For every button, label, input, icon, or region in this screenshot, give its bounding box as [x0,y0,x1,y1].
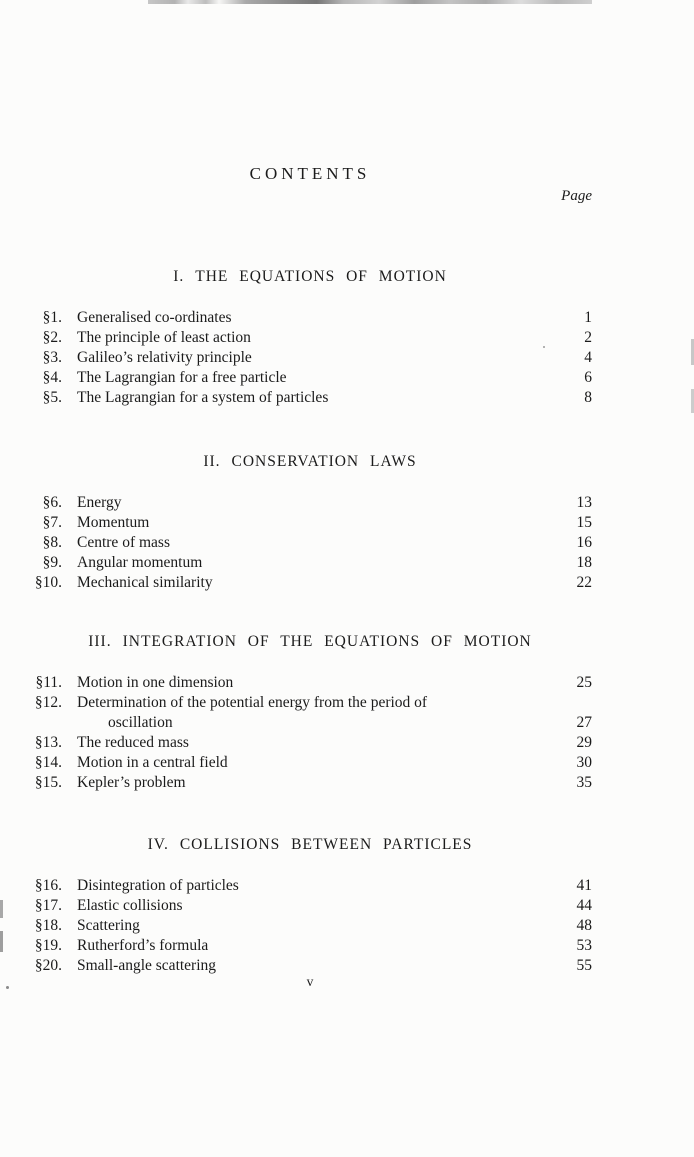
entry-title: Galileo’s relativity principle [77,348,252,366]
entry-section-number: §12. [34,693,62,711]
entry-title: Kepler’s problem [77,773,186,791]
entry-section-number: §17. [34,896,62,914]
entry-page-number: 25 [576,674,592,691]
entry-title: Generalised co-ordinates [77,309,232,326]
entry-title: Motion in a central field [77,753,228,771]
toc-entry-row [28,733,592,753]
toc-section [28,633,592,792]
entry-title: Motion in one dimension [77,674,234,691]
entry-title: The principle of least action [77,328,251,346]
entry-page-number: 53 [576,936,592,954]
toc-entry-row [28,896,592,916]
toc-entry-row [28,693,592,713]
toc-entry-row [28,753,592,773]
entry-title: Energy [77,494,122,511]
entry-page-number: 2 [584,328,592,346]
entry-section-number: §18. [34,916,62,934]
toc-section [28,836,592,976]
toc-entry-row [28,513,592,533]
page-title: CONTENTS [249,164,371,183]
entry-page-number: 1 [584,309,592,326]
entry-page-number: 13 [576,494,592,511]
toc-entry-row [28,493,592,513]
scan-artifact-speck [6,986,9,989]
scan-artifact-left-bar [0,900,3,918]
entry-title: Scattering [77,916,140,934]
folio-page-number: v [306,974,314,989]
entry-title: Small-angle scattering [77,956,217,974]
entry-section-number: §9. [42,553,62,571]
entry-page-number: 8 [584,388,592,406]
toc-entry-row [28,956,592,976]
entry-section-number: §19. [34,936,62,954]
entry-section-number: §11. [35,674,62,691]
section-heading [28,268,592,286]
entry-title: Angular momentum [77,553,203,571]
entry-section-number: §6. [42,494,62,511]
entry-section-number: §14. [34,753,62,771]
entry-section-number: §1. [42,309,62,326]
section-heading [28,453,592,471]
toc-entry-row [28,533,592,553]
entry-title: Momentum [77,513,150,531]
entry-section-number: §4. [42,368,62,386]
section-heading-title: CONSERVATION LAWS [231,453,417,470]
section-heading [28,633,592,651]
toc-entry-list [28,308,592,408]
entry-title: The Lagrangian for a free particle [77,368,287,386]
entry-page-number: 29 [576,733,592,751]
section-heading-number: III. [88,633,112,650]
toc-entry-row [28,876,592,896]
scan-artifact-top-edge [148,0,592,4]
entry-page-number: 15 [576,513,592,531]
toc-entry-row [28,388,592,408]
toc-entry-row [28,773,592,793]
toc-entry-row [28,573,592,593]
entry-title: Centre of mass [77,533,170,551]
section-heading-title: THE EQUATIONS OF MOTION [195,268,447,285]
toc-entry-row [28,328,592,348]
toc-section [28,453,592,593]
entry-section-number: §16. [34,877,62,894]
entry-title: oscillation [108,713,173,731]
toc-entry-row [28,916,592,936]
page-column-label: Page [561,188,592,204]
entry-title: Determination of the potential energy from the period of [77,693,428,711]
entry-page-number: 27 [576,713,592,731]
scan-artifact-left-bar [0,931,3,952]
toc-entry-row [28,713,592,733]
entry-page-number: 44 [576,896,592,914]
toc-entry-row [28,553,592,573]
entry-page-number: 30 [576,753,592,771]
entry-section-number: §3. [42,348,62,366]
section-heading [28,836,592,854]
section-heading-title: INTEGRATION OF THE EQUATIONS OF MOTION [122,633,532,650]
section-heading-number: II. [203,453,221,470]
toc-section [28,268,592,408]
entry-section-number: §13. [34,733,62,751]
toc-entry-row [28,308,592,328]
entry-section-number: §15. [34,773,62,791]
toc-entry-list [28,493,592,593]
toc-entry-row [28,348,592,368]
entry-page-number: 55 [576,956,592,974]
entry-page-number: 6 [584,368,592,386]
entry-page-number: 16 [576,533,592,551]
toc-entry-row [28,936,592,956]
entry-section-number: §2. [42,328,62,346]
section-heading-number: IV. [147,836,169,853]
entry-section-number: §20. [34,956,62,974]
entry-title: Mechanical similarity [77,573,213,591]
entry-section-number: §7. [42,513,62,531]
entry-page-number: 22 [576,573,592,591]
entry-section-number: §5. [42,388,62,406]
entry-page-number: 4 [584,348,592,366]
toc-entry-list [28,673,592,792]
section-heading-title: COLLISIONS BETWEEN PARTICLES [179,836,473,853]
section-heading-number: I. [173,268,185,285]
entry-section-number: §10. [34,573,62,591]
entry-title: Elastic collisions [77,896,183,914]
entry-title: The Lagrangian for a system of particles [77,388,329,406]
entry-title: Rutherford’s formula [77,936,209,954]
entry-page-number: 41 [576,877,592,894]
toc-entry-list [28,876,592,976]
entry-page-number: 48 [576,916,592,934]
entry-page-number: 18 [576,553,592,571]
entry-section-number: §8. [42,533,62,551]
entry-page-number: 35 [576,773,592,791]
entry-title: The reduced mass [77,733,189,751]
toc-entry-row [28,368,592,388]
toc-entry-row [28,673,592,693]
entry-title: Disintegration of particles [77,877,239,894]
